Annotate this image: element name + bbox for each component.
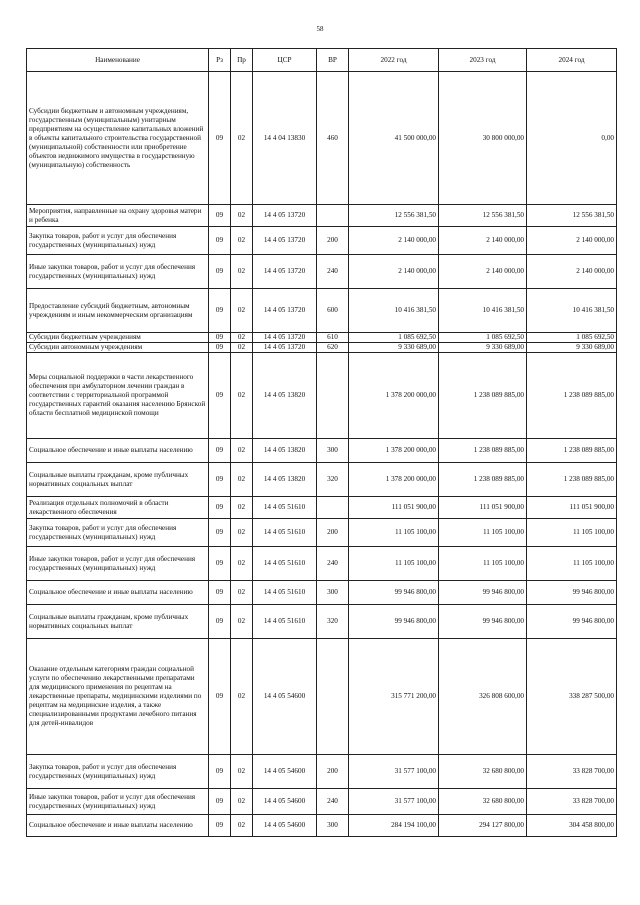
cell-rz: 09 [209,343,231,353]
cell-pr: 02 [231,205,253,227]
cell-year-2023: 10 416 381,50 [439,289,527,333]
cell-pr: 02 [231,605,253,639]
cell-year-2023: 32 680 800,00 [439,789,527,815]
cell-year-2023: 99 946 800,00 [439,605,527,639]
cell-year-2022: 11 105 100,00 [349,519,439,547]
table-row [27,255,617,289]
cell-pr: 02 [231,439,253,463]
cell-year-2022: 11 105 100,00 [349,547,439,581]
cell-rz: 09 [209,333,231,343]
cell-year-2023: 11 105 100,00 [439,519,527,547]
table-row [27,205,617,227]
table-row [27,353,617,439]
cell-year-2023: 1 238 089 885,00 [439,463,527,497]
cell-csr: 14 4 05 54600 [253,789,317,815]
cell-csr: 14 4 05 51610 [253,519,317,547]
table-row [27,519,617,547]
cell-year-2022: 1 378 200 000,00 [349,439,439,463]
cell-rz: 09 [209,289,231,333]
header-vr: ВР [317,49,349,72]
cell-year-2024: 111 051 900,00 [527,497,617,519]
cell-csr: 14 4 05 13820 [253,439,317,463]
table-row [27,289,617,333]
cell-vr: 200 [317,519,349,547]
cell-name: Предоставление субсидий бюджетным, автономным учреждениям и иным некоммерческим организациям [27,289,209,333]
cell-pr: 02 [231,289,253,333]
header-pr: Пр [231,49,253,72]
cell-year-2023: 326 808 600,00 [439,639,527,755]
cell-vr: 320 [317,605,349,639]
cell-name: Субсидии автономным учреждениям [27,343,209,353]
cell-name: Мероприятия, направленные на охрану здоровья матери и ребенка [27,205,209,227]
cell-year-2024: 99 946 800,00 [527,605,617,639]
cell-year-2024: 0,00 [527,72,617,205]
cell-vr: 460 [317,72,349,205]
cell-rz: 09 [209,581,231,605]
cell-csr: 14 4 05 13820 [253,463,317,497]
cell-vr: 200 [317,755,349,789]
cell-year-2023: 1 238 089 885,00 [439,353,527,439]
table-row [27,333,617,343]
cell-year-2024: 2 140 000,00 [527,255,617,289]
cell-year-2023: 1 085 692,50 [439,333,527,343]
cell-year-2023: 111 051 900,00 [439,497,527,519]
cell-year-2023: 30 800 000,00 [439,72,527,205]
cell-pr: 02 [231,463,253,497]
cell-vr [317,205,349,227]
cell-year-2023: 99 946 800,00 [439,581,527,605]
cell-year-2024: 2 140 000,00 [527,227,617,255]
header-row [27,49,617,72]
cell-year-2022: 2 140 000,00 [349,227,439,255]
cell-csr: 14 4 05 54600 [253,815,317,837]
cell-rz: 09 [209,353,231,439]
cell-year-2022: 1 378 200 000,00 [349,353,439,439]
cell-pr: 02 [231,333,253,343]
cell-year-2024: 304 458 800,00 [527,815,617,837]
cell-year-2023: 2 140 000,00 [439,227,527,255]
cell-year-2022: 10 416 381,50 [349,289,439,333]
header-2024: 2024 год [527,49,617,72]
cell-year-2024: 338 287 500,00 [527,639,617,755]
cell-year-2022: 12 556 381,50 [349,205,439,227]
cell-year-2022: 284 194 100,00 [349,815,439,837]
cell-csr: 14 4 05 13720 [253,333,317,343]
cell-year-2022: 9 330 689,00 [349,343,439,353]
cell-year-2024: 33 828 700,00 [527,755,617,789]
cell-year-2023: 294 127 800,00 [439,815,527,837]
cell-pr: 02 [231,353,253,439]
cell-rz: 09 [209,789,231,815]
cell-pr: 02 [231,497,253,519]
cell-csr: 14 4 05 13720 [253,343,317,353]
table-row [27,343,617,353]
cell-rz: 09 [209,547,231,581]
cell-vr: 620 [317,343,349,353]
cell-year-2023: 32 680 800,00 [439,755,527,789]
cell-year-2024: 11 105 100,00 [527,519,617,547]
cell-vr: 600 [317,289,349,333]
cell-year-2023: 2 140 000,00 [439,255,527,289]
cell-year-2024: 33 828 700,00 [527,789,617,815]
cell-csr: 14 4 05 54600 [253,639,317,755]
cell-name: Иные закупки товаров, работ и услуг для обеспечения государственных (муниципальных) нужд [27,255,209,289]
cell-csr: 14 4 04 13830 [253,72,317,205]
cell-name: Иные закупки товаров, работ и услуг для обеспечения государственных (муниципальных) нужд [27,789,209,815]
cell-rz: 09 [209,605,231,639]
budget-table [26,48,617,837]
cell-year-2024: 10 416 381,50 [527,289,617,333]
table-row [27,227,617,255]
cell-year-2023: 11 105 100,00 [439,547,527,581]
cell-csr: 14 4 05 51610 [253,581,317,605]
cell-csr: 14 4 05 13720 [253,255,317,289]
cell-name: Оказание отдельным категориям граждан социальной услуги по обеспечению лекарственными препаратами для медицинского применения по рецептам на лекарственные препараты, медицинскими изделиями по рецептам на медицинские изделия, а также специализированными продуктами лечебного питания для детей-инвалидов [27,639,209,755]
cell-year-2023: 12 556 381,50 [439,205,527,227]
header-rz: Рз [209,49,231,72]
cell-year-2024: 1 238 089 885,00 [527,353,617,439]
table-row [27,497,617,519]
page-number: 58 [316,25,324,33]
table-row [27,439,617,463]
table-row [27,815,617,837]
cell-name: Социальное обеспечение и иные выплаты населению [27,815,209,837]
cell-pr: 02 [231,519,253,547]
cell-year-2022: 41 500 000,00 [349,72,439,205]
cell-csr: 14 4 05 51610 [253,547,317,581]
cell-rz: 09 [209,72,231,205]
cell-name: Меры социальной поддержки в части лекарственного обеспечения при амбулаторном лечении граждан в соответствии с территориальной программой государственных гарантий оказания населению Брянской области бесплатной медицинской помощи [27,353,209,439]
cell-name: Социальное обеспечение и иные выплаты населению [27,439,209,463]
cell-rz: 09 [209,463,231,497]
cell-year-2024: 1 238 089 885,00 [527,463,617,497]
cell-rz: 09 [209,519,231,547]
cell-vr: 240 [317,255,349,289]
cell-rz: 09 [209,639,231,755]
cell-vr: 610 [317,333,349,343]
cell-name: Закупка товаров, работ и услуг для обеспечения государственных (муниципальных) нужд [27,227,209,255]
cell-vr: 240 [317,789,349,815]
cell-year-2022: 99 946 800,00 [349,605,439,639]
cell-year-2024: 11 105 100,00 [527,547,617,581]
cell-vr [317,353,349,439]
cell-year-2024: 99 946 800,00 [527,581,617,605]
cell-csr: 14 4 05 51610 [253,605,317,639]
cell-year-2022: 1 085 692,50 [349,333,439,343]
cell-name: Закупка товаров, работ и услуг для обеспечения государственных (муниципальных) нужд [27,519,209,547]
table-row [27,72,617,205]
cell-vr: 300 [317,815,349,837]
cell-pr: 02 [231,72,253,205]
cell-year-2022: 99 946 800,00 [349,581,439,605]
cell-vr [317,497,349,519]
cell-rz: 09 [209,227,231,255]
cell-vr: 300 [317,581,349,605]
cell-year-2024: 1 238 089 885,00 [527,439,617,463]
cell-rz: 09 [209,205,231,227]
table-row [27,789,617,815]
cell-pr: 02 [231,815,253,837]
cell-year-2022: 315 771 200,00 [349,639,439,755]
cell-name: Социальные выплаты гражданам, кроме публичных нормативных социальных выплат [27,605,209,639]
cell-pr: 02 [231,547,253,581]
cell-pr: 02 [231,227,253,255]
cell-vr: 300 [317,439,349,463]
cell-csr: 14 4 05 13820 [253,353,317,439]
cell-pr: 02 [231,343,253,353]
cell-name: Социальные выплаты гражданам, кроме публичных нормативных социальных выплат [27,463,209,497]
cell-rz: 09 [209,439,231,463]
cell-pr: 02 [231,581,253,605]
cell-year-2022: 2 140 000,00 [349,255,439,289]
table-row [27,755,617,789]
cell-year-2024: 9 330 689,00 [527,343,617,353]
cell-rz: 09 [209,497,231,519]
cell-name: Закупка товаров, работ и услуг для обеспечения государственных (муниципальных) нужд [27,755,209,789]
cell-vr: 320 [317,463,349,497]
table-row [27,547,617,581]
cell-name: Субсидии бюджетным и автономным учреждениям, государственным (муниципальным) унитарным предприятиям на осуществление капитальных вложений в объекты капитального строительства государственной (муниципальной) собственности или приобретение объектов недвижимого имущества в государственную (муниципальную) собственность [27,72,209,205]
cell-year-2022: 31 577 100,00 [349,755,439,789]
cell-year-2022: 1 378 200 000,00 [349,463,439,497]
cell-year-2024: 1 085 692,50 [527,333,617,343]
cell-rz: 09 [209,755,231,789]
cell-rz: 09 [209,815,231,837]
cell-name: Реализация отдельных полномочий в области лекарственного обеспечения [27,497,209,519]
cell-csr: 14 4 05 13720 [253,289,317,333]
cell-csr: 14 4 05 13720 [253,227,317,255]
table-row [27,463,617,497]
table-row [27,605,617,639]
cell-pr: 02 [231,639,253,755]
cell-rz: 09 [209,255,231,289]
cell-year-2024: 12 556 381,50 [527,205,617,227]
cell-year-2023: 9 330 689,00 [439,343,527,353]
table-row [27,581,617,605]
header-2022: 2022 год [349,49,439,72]
cell-year-2022: 31 577 100,00 [349,789,439,815]
cell-year-2023: 1 238 089 885,00 [439,439,527,463]
cell-pr: 02 [231,789,253,815]
cell-name: Социальное обеспечение и иные выплаты населению [27,581,209,605]
cell-vr [317,639,349,755]
cell-csr: 14 4 05 51610 [253,497,317,519]
cell-year-2022: 111 051 900,00 [349,497,439,519]
cell-vr: 200 [317,227,349,255]
cell-csr: 14 4 05 13720 [253,205,317,227]
header-name: Наименование [27,49,209,72]
table-row [27,639,617,755]
cell-pr: 02 [231,755,253,789]
table-body [27,72,617,837]
header-2023: 2023 год [439,49,527,72]
header-csr: ЦСР [253,49,317,72]
cell-name: Субсидии бюджетным учреждениям [27,333,209,343]
cell-csr: 14 4 05 54600 [253,755,317,789]
cell-name: Иные закупки товаров, работ и услуг для обеспечения государственных (муниципальных) нужд [27,547,209,581]
cell-pr: 02 [231,255,253,289]
cell-vr: 240 [317,547,349,581]
